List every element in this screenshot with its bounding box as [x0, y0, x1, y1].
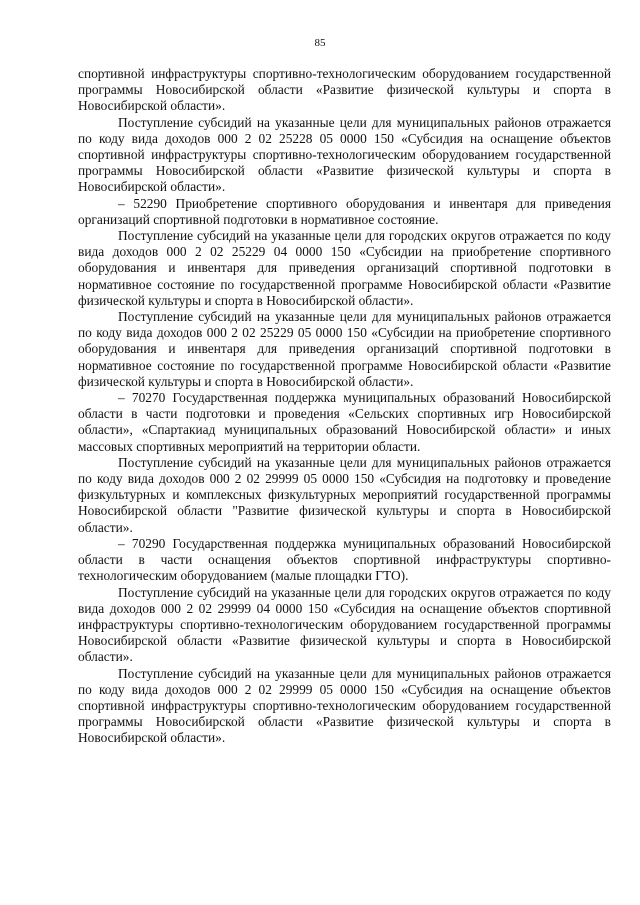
paragraph: Поступление субсидий на указанные цели для муниципальных районов отражается по коду вида доходов 000 2 02 29999 05 0000 150 «Субсидия на подготовку и проведение физкультурных и комплексных физкультурных мероприятий государственной программы Новосибирской области "Развитие физической культуры и спорта в Новосибирской области». — [78, 454, 611, 535]
paragraph-code-item: – 70290 Государственная поддержка муниципальных образований Новосибирской области в части оснащения объектов спортивной инфраструктуры спортивно-технологическим оборудованием (малые площадки ГТО). — [78, 535, 611, 584]
paragraph: Поступление субсидий на указанные цели для муниципальных районов отражается по коду вида доходов 000 2 02 25229 05 0000 150 «Субсидии на приобретение спортивного оборудования и инвентаря для приведения организаций спортивной подготовки в нормативное состояние по государственной программе Новосибирской области «Развитие физической культуры и спорта в Новосибирской области». — [78, 309, 611, 389]
paragraph-code-item: – 70270 Государственная поддержка муниципальных образований Новосибирской области в части подготовки и проведения «Сельских спортивных игр Новосибирской области», «Спартакиад муниципальных образований Новосибирской области» и иных массовых спортивных мероприятий на территории области. — [78, 390, 611, 454]
paragraph: Поступление субсидий на указанные цели для городских округов отражается по коду вида доходов 000 2 02 25229 04 0000 150 «Субсидии на приобретение спортивного оборудования и инвентаря для приведения организаций спортивной подготовки в нормативное состояние по государственной программе Новосибирской области «Развитие физической культуры и спорта в Новосибирской области». — [78, 228, 611, 308]
document-body — [78, 66, 611, 747]
page-number: 85 — [314, 37, 326, 49]
paragraph-continuation: спортивной инфраструктуры спортивно-технологическим оборудованием государственной программы Новосибирской области «Развитие физической культуры и спорта в Новосибирской области». — [78, 66, 611, 114]
paragraph: Поступление субсидий на указанные цели для муниципальных районов отражается по коду вида доходов 000 2 02 25228 05 0000 150 «Субсидия на оснащение объектов спортивной инфраструктуры спортивно-технологическим оборудованием государственной программы Новосибирской области «Развитие физической культуры и спорта в Новосибирской области». — [78, 114, 611, 195]
paragraph: Поступление субсидий на указанные цели для городских округов отражается по коду вида доходов 000 2 02 29999 04 0000 150 «Субсидия на оснащение объектов спортивной инфраструктуры спортивно-технологическим оборудованием государственной программы Новосибирской области «Развитие физической культуры и спорта в Новосибирской области». — [78, 584, 611, 665]
paragraph-code-item: – 52290 Приобретение спортивного оборудования и инвентаря для приведения организаций спортивной подготовки в нормативное состояние. — [78, 195, 611, 227]
paragraph: Поступление субсидий на указанные цели для муниципальных районов отражается по коду вида доходов 000 2 02 29999 05 0000 150 «Субсидия на оснащение объектов спортивной инфраструктуры спортивно-технологическим оборудованием государственной программы Новосибирской области «Развитие физической культуры и спорта в Новосибирской области». — [78, 665, 611, 746]
